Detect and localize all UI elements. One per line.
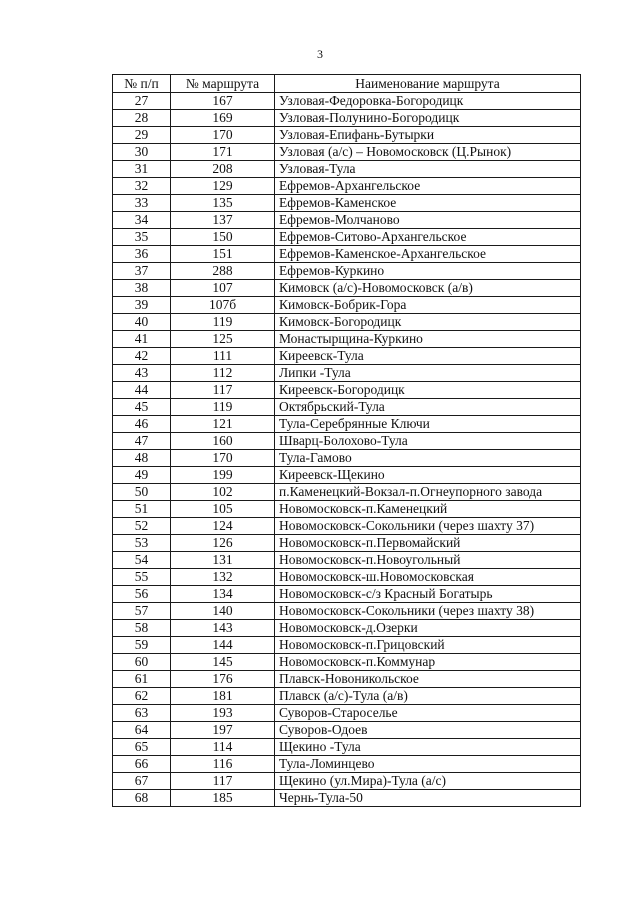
table-row: [113, 144, 581, 161]
cell-route-name: Суворов-Староселье: [275, 705, 581, 722]
table-row: [113, 790, 581, 807]
cell-route-number: 125: [171, 331, 275, 348]
cell-index: 40: [113, 314, 171, 331]
cell-route-name: Новомосковск-п.Каменецкий: [275, 501, 581, 518]
cell-index: 64: [113, 722, 171, 739]
cell-route-name: Суворов-Одоев: [275, 722, 581, 739]
cell-route-number: 167: [171, 93, 275, 110]
table-row: [113, 365, 581, 382]
cell-index: 49: [113, 467, 171, 484]
cell-index: 60: [113, 654, 171, 671]
cell-route-number: 137: [171, 212, 275, 229]
cell-route-number: 144: [171, 637, 275, 654]
cell-route-name: Узловая-Полунино-Богородицк: [275, 110, 581, 127]
table-header: [113, 75, 581, 93]
table-row: [113, 484, 581, 501]
cell-route-number: 134: [171, 586, 275, 603]
table-row: [113, 280, 581, 297]
cell-route-number: 114: [171, 739, 275, 756]
table-row: [113, 212, 581, 229]
cell-route-name: Новомосковск-п.Коммунар: [275, 654, 581, 671]
header-route-name: Наименование маршрута: [275, 75, 581, 93]
cell-index: 57: [113, 603, 171, 620]
cell-route-name: Тула-Ломинцево: [275, 756, 581, 773]
cell-route-number: 132: [171, 569, 275, 586]
table-row: [113, 705, 581, 722]
cell-index: 66: [113, 756, 171, 773]
cell-route-name: Октябрьский-Тула: [275, 399, 581, 416]
cell-route-name: Новомосковск-п.Грицовский: [275, 637, 581, 654]
table-row: [113, 297, 581, 314]
table-row: [113, 535, 581, 552]
cell-index: 58: [113, 620, 171, 637]
table-row: [113, 263, 581, 280]
cell-route-number: 140: [171, 603, 275, 620]
cell-route-name: Щекино -Тула: [275, 739, 581, 756]
cell-route-name: Плавск (а/с)-Тула (а/в): [275, 688, 581, 705]
header-route-number: № маршрута: [171, 75, 275, 93]
cell-route-number: 151: [171, 246, 275, 263]
table-row: [113, 773, 581, 790]
cell-index: 28: [113, 110, 171, 127]
table-row: [113, 110, 581, 127]
cell-route-name: Новомосковск-ш.Новомосковская: [275, 569, 581, 586]
cell-route-name: Кимовск-Богородицк: [275, 314, 581, 331]
cell-route-name: Новомосковск-п.Новоугольный: [275, 552, 581, 569]
cell-route-number: 171: [171, 144, 275, 161]
cell-route-name: Новомосковск-п.Первомайский: [275, 535, 581, 552]
table-row: [113, 739, 581, 756]
cell-index: 35: [113, 229, 171, 246]
cell-index: 50: [113, 484, 171, 501]
cell-route-name: Новомосковск-д.Озерки: [275, 620, 581, 637]
cell-index: 53: [113, 535, 171, 552]
cell-index: 47: [113, 433, 171, 450]
cell-index: 52: [113, 518, 171, 535]
cell-index: 59: [113, 637, 171, 654]
table-row: [113, 603, 581, 620]
cell-route-number: 116: [171, 756, 275, 773]
table-row: [113, 450, 581, 467]
cell-index: 37: [113, 263, 171, 280]
table-row: [113, 195, 581, 212]
cell-index: 42: [113, 348, 171, 365]
table-row: [113, 688, 581, 705]
cell-index: 46: [113, 416, 171, 433]
cell-index: 39: [113, 297, 171, 314]
cell-route-name: Узловая-Епифань-Бутырки: [275, 127, 581, 144]
cell-route-number: 135: [171, 195, 275, 212]
cell-route-number: 111: [171, 348, 275, 365]
cell-index: 31: [113, 161, 171, 178]
table-row: [113, 467, 581, 484]
cell-route-number: 112: [171, 365, 275, 382]
table-row: [113, 654, 581, 671]
cell-index: 51: [113, 501, 171, 518]
cell-route-number: 170: [171, 450, 275, 467]
cell-route-number: 197: [171, 722, 275, 739]
table-row: [113, 433, 581, 450]
cell-route-number: 143: [171, 620, 275, 637]
cell-route-number: 176: [171, 671, 275, 688]
cell-route-name: Узловая-Тула: [275, 161, 581, 178]
table-row: [113, 348, 581, 365]
cell-route-name: Новомосковск-с/з Красный Богатырь: [275, 586, 581, 603]
cell-route-name: Киреевск-Богородицк: [275, 382, 581, 399]
table-row: [113, 501, 581, 518]
cell-route-number: 193: [171, 705, 275, 722]
table-row: [113, 229, 581, 246]
cell-route-number: 208: [171, 161, 275, 178]
table-row: [113, 399, 581, 416]
cell-route-name: Ефремов-Каменское-Архангельское: [275, 246, 581, 263]
cell-index: 68: [113, 790, 171, 807]
cell-route-number: 181: [171, 688, 275, 705]
cell-route-name: Кимовск (а/с)-Новомосковск (а/в): [275, 280, 581, 297]
table-row: [113, 331, 581, 348]
cell-route-number: 131: [171, 552, 275, 569]
cell-route-name: Монастырщина-Куркино: [275, 331, 581, 348]
cell-route-name: Кимовск-Бобрик-Гора: [275, 297, 581, 314]
header-index: № п/п: [113, 75, 171, 93]
cell-route-number: 119: [171, 399, 275, 416]
table-row: [113, 552, 581, 569]
table-row: [113, 178, 581, 195]
cell-index: 62: [113, 688, 171, 705]
header-row: [113, 75, 581, 93]
routes-table: [112, 74, 581, 807]
cell-index: 65: [113, 739, 171, 756]
table-row: [113, 756, 581, 773]
cell-route-name: Тула-Серебрянные Ключи: [275, 416, 581, 433]
page-number: 3: [317, 47, 323, 61]
cell-route-number: 160: [171, 433, 275, 450]
cell-route-number: 107б: [171, 297, 275, 314]
table-row: [113, 518, 581, 535]
cell-route-number: 117: [171, 382, 275, 399]
cell-index: 44: [113, 382, 171, 399]
cell-index: 38: [113, 280, 171, 297]
cell-index: 48: [113, 450, 171, 467]
table-row: [113, 382, 581, 399]
cell-index: 41: [113, 331, 171, 348]
cell-route-number: 150: [171, 229, 275, 246]
cell-route-name: Киреевск-Щекино: [275, 467, 581, 484]
cell-index: 61: [113, 671, 171, 688]
cell-index: 27: [113, 93, 171, 110]
cell-route-number: 145: [171, 654, 275, 671]
cell-route-name: п.Каменецкий-Вокзал-п.Огнеупорного завода: [275, 484, 581, 501]
cell-route-number: 105: [171, 501, 275, 518]
cell-route-number: 129: [171, 178, 275, 195]
cell-route-name: Ефремов-Ситово-Архангельское: [275, 229, 581, 246]
cell-index: 56: [113, 586, 171, 603]
table-row: [113, 246, 581, 263]
cell-route-number: 288: [171, 263, 275, 280]
table-row: [113, 569, 581, 586]
cell-route-name: Ефремов-Каменское: [275, 195, 581, 212]
table-row: [113, 671, 581, 688]
table-body: [113, 93, 581, 807]
table-row: [113, 314, 581, 331]
cell-route-number: 107: [171, 280, 275, 297]
cell-route-number: 119: [171, 314, 275, 331]
cell-route-name: Ефремов-Куркино: [275, 263, 581, 280]
cell-route-number: 126: [171, 535, 275, 552]
cell-index: 30: [113, 144, 171, 161]
table-row: [113, 586, 581, 603]
table-row: [113, 127, 581, 144]
cell-index: 54: [113, 552, 171, 569]
cell-route-name: Щекино (ул.Мира)-Тула (а/с): [275, 773, 581, 790]
cell-route-name: Тула-Гамово: [275, 450, 581, 467]
cell-index: 55: [113, 569, 171, 586]
cell-route-number: 169: [171, 110, 275, 127]
table-row: [113, 93, 581, 110]
cell-route-number: 185: [171, 790, 275, 807]
cell-route-name: Шварц-Болохово-Тула: [275, 433, 581, 450]
cell-route-number: 102: [171, 484, 275, 501]
table-row: [113, 620, 581, 637]
cell-index: 32: [113, 178, 171, 195]
table-row: [113, 416, 581, 433]
cell-route-name: Узловая-Федоровка-Богородицк: [275, 93, 581, 110]
cell-route-name: Чернь-Тула-50: [275, 790, 581, 807]
cell-route-number: 121: [171, 416, 275, 433]
cell-route-number: 117: [171, 773, 275, 790]
cell-route-number: 124: [171, 518, 275, 535]
cell-index: 67: [113, 773, 171, 790]
cell-route-name: Ефремов-Архангельское: [275, 178, 581, 195]
table-row: [113, 161, 581, 178]
cell-index: 43: [113, 365, 171, 382]
cell-route-number: 199: [171, 467, 275, 484]
cell-index: 36: [113, 246, 171, 263]
cell-index: 34: [113, 212, 171, 229]
cell-index: 63: [113, 705, 171, 722]
table-row: [113, 637, 581, 654]
cell-route-name: Узловая (а/с) – Новомосковск (Ц.Рынок): [275, 144, 581, 161]
cell-route-number: 170: [171, 127, 275, 144]
cell-index: 45: [113, 399, 171, 416]
cell-route-name: Новомосковск-Сокольники (через шахту 37): [275, 518, 581, 535]
cell-route-name: Плавск-Новоникольское: [275, 671, 581, 688]
cell-route-name: Новомосковск-Сокольники (через шахту 38): [275, 603, 581, 620]
table-row: [113, 722, 581, 739]
cell-route-name: Киреевск-Тула: [275, 348, 581, 365]
cell-route-name: Ефремов-Молчаново: [275, 212, 581, 229]
cell-route-name: Липки -Тула: [275, 365, 581, 382]
cell-index: 29: [113, 127, 171, 144]
cell-index: 33: [113, 195, 171, 212]
